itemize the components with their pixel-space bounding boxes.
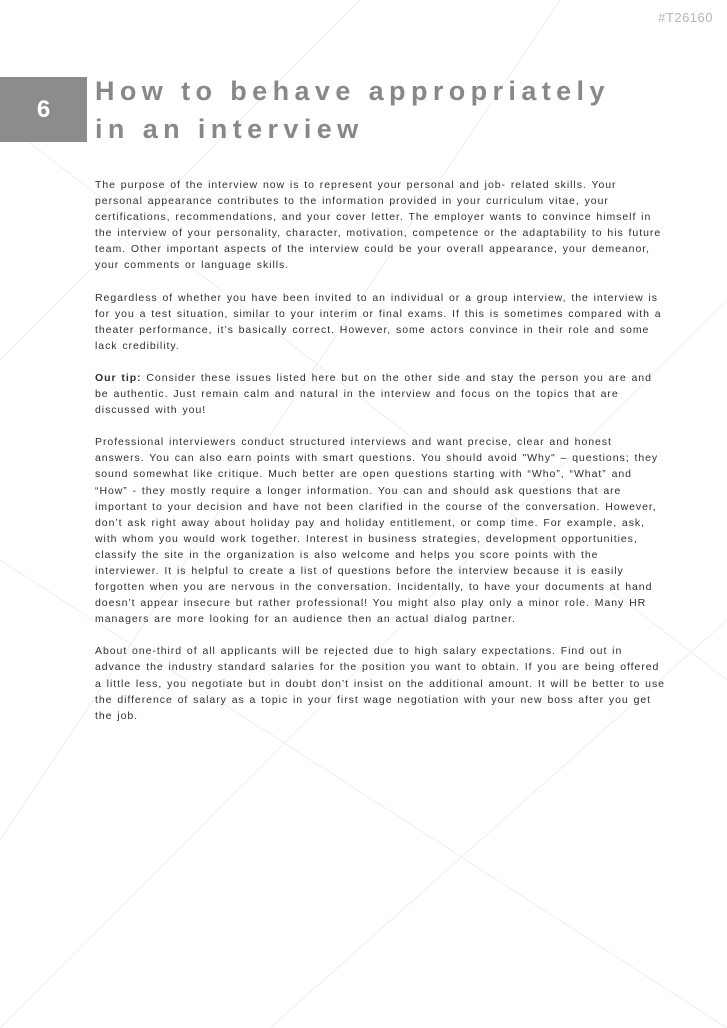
- paragraph-salary: About one-third of all applicants will be rejected due to high salary expectations. Find out in advance the industry standard salaries for the position you want to obtain. If you are being offered a little less, you negotiate but in doubt don’t insist on the additional amount. It will be better to use the difference of salary as a topic in your first wage negotiation with your new boss after you get the job.: [95, 645, 665, 722]
- page-title: [95, 72, 655, 148]
- paragraph-questions: Professional interviewers conduct structured interviews and want precise, clear and honest answers. You can also earn points with smart questions. You should avoid "Why" – questions; they sound somewhat like critique. Much better are open questions starting with “Who”, “What” and “How” - they mostly require a longer information. You can and should ask questions that are important to your decision and have not been clarified in the course of the conversation. However, don’t ask right away about holiday pay and holiday entitlement, or comp time. For example, ask, with whom you would work together. Interest in business strategies, development opportunities, classify the site in the organization is also welcome and helps you score points with the interviewer. It is helpful to create a list of questions before the interview because it is easily forgotten when you are nervous in the conversation. Incidentally, to have your documents at hand doesn’t appear insecure but rather professional! You might also play only a minor role. Many HR managers are more looking for an audience then an actual dialog partner.: [95, 436, 659, 626]
- title-line-2: in an interview: [95, 114, 364, 144]
- paragraph-purpose: The purpose of the interview now is to represent your personal and job- related skills. Your personal appearance contributes to the information provided in your curriculum vitae, your certifications, recommendations, and your cover letter. The employer wants to convince himself in the interview of your personality, character, motivation, competence or the adaptability to his future team. Other important aspects of the interview could be your overall appearance, your demeanor, your comments or language skills.: [95, 179, 662, 272]
- chapter-number: 6: [36, 95, 51, 123]
- tip-label: Our tip:: [95, 371, 142, 384]
- chapter-number-badge: [0, 77, 87, 142]
- document-id: #T26160: [658, 10, 713, 25]
- tip-text: Consider these issues listed here but on the other side and stay the person you are and be authentic. Just remain calm and natural in the interview and focus on the topics that are discussed with you!: [95, 371, 652, 417]
- title-line-1: How to behave appropriately: [95, 76, 610, 106]
- paragraph-tip: [95, 370, 665, 418]
- body-text: [95, 177, 665, 740]
- paragraph-test-situation: Regardless of whether you have been invited to an individual or a group interview, the interview is for you a test situation, similar to your interim or final exams. If this is sometimes compared with a theater performance, it’s basically correct. However, some actors convince in their role and some lack credibility.: [95, 291, 662, 352]
